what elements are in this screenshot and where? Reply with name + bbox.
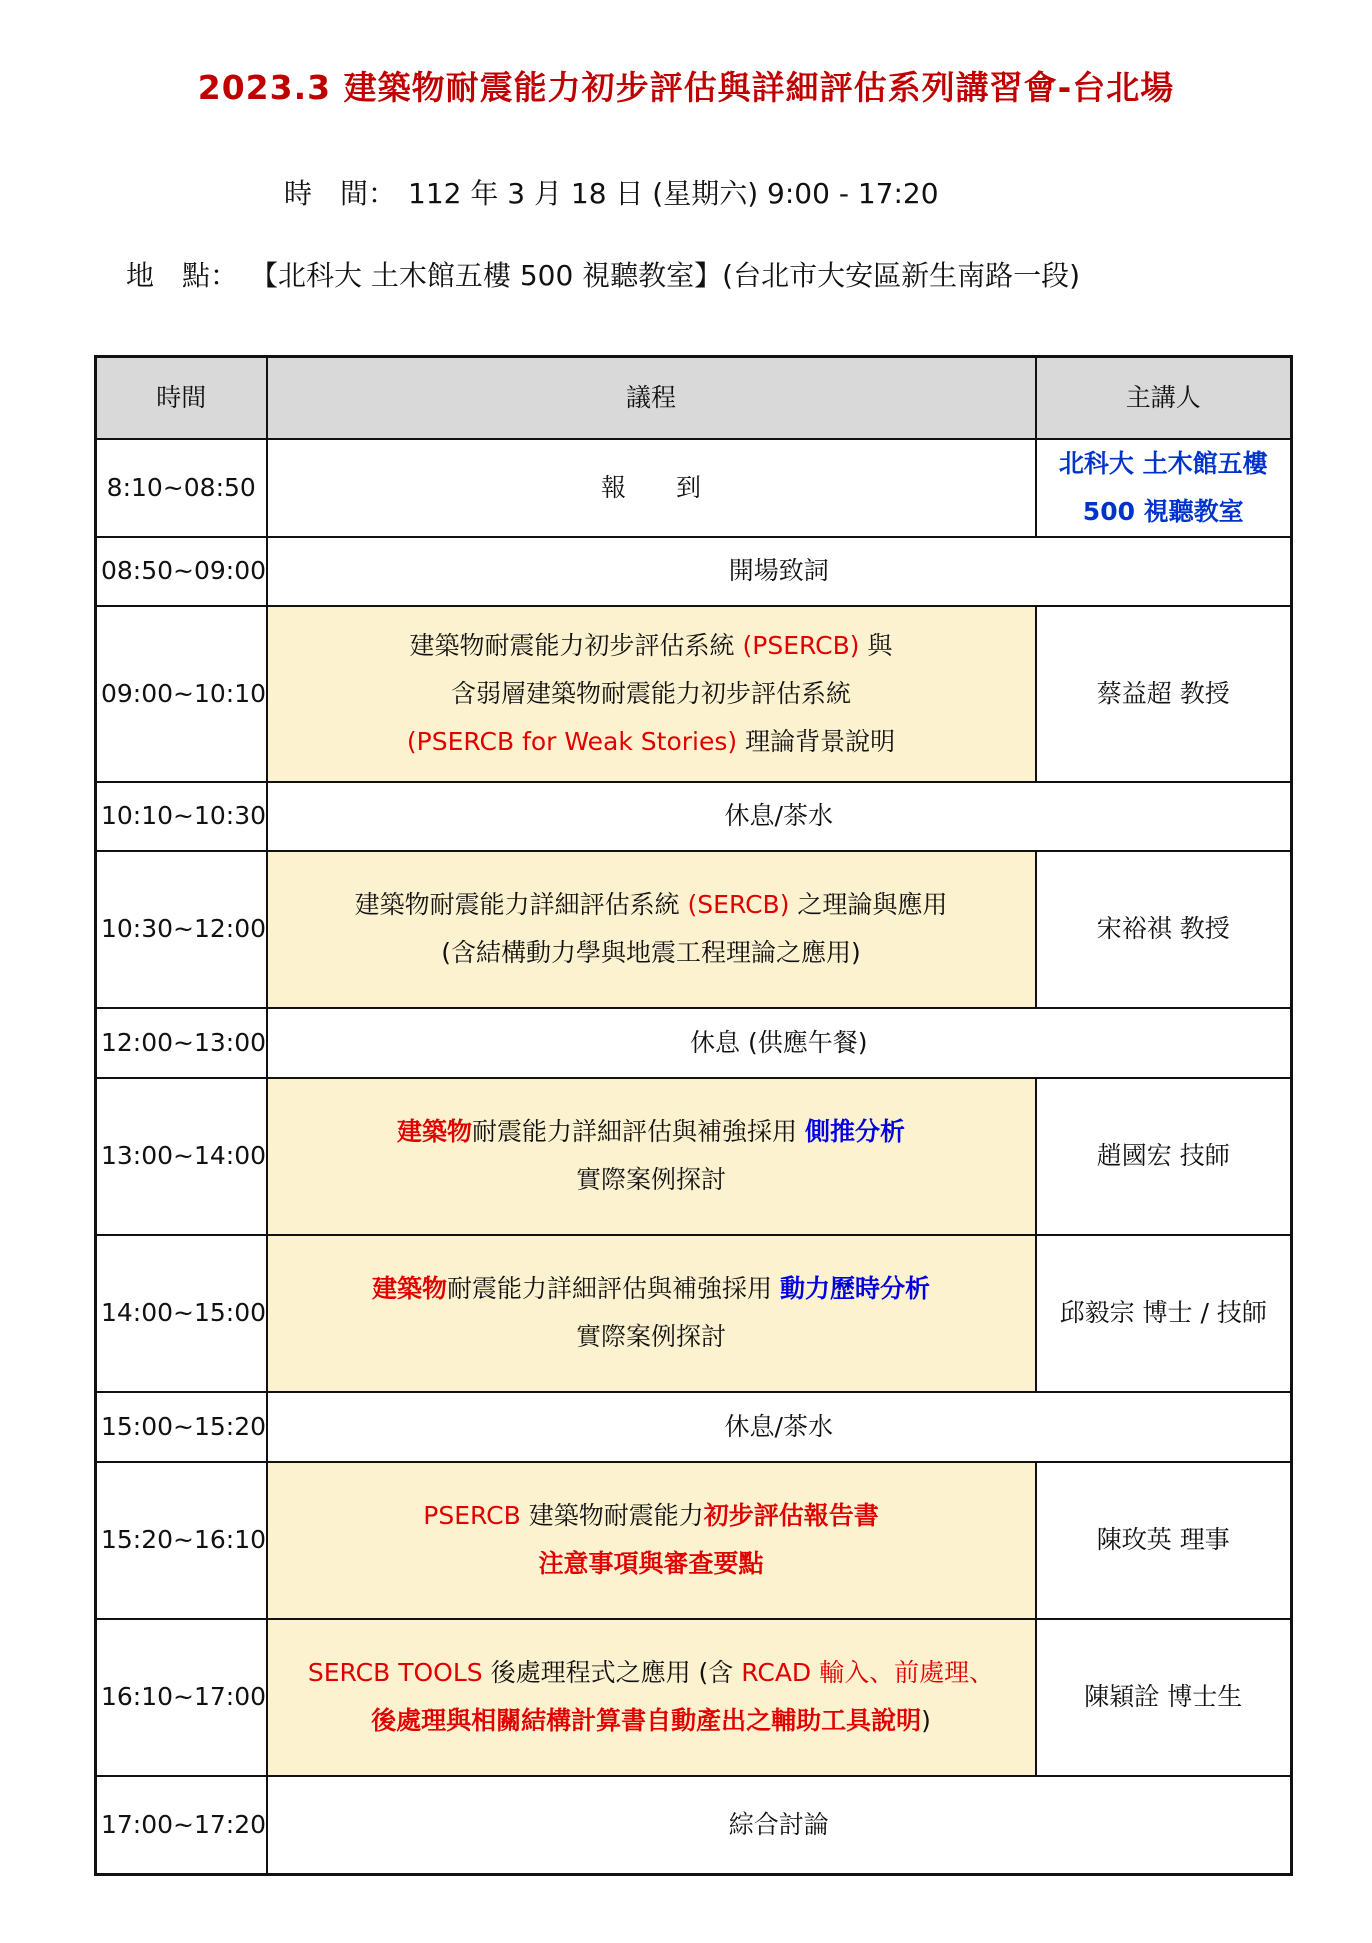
row-speaker (1036, 439, 1292, 537)
row-time: 09:00~10:10 (96, 606, 267, 782)
agenda-highlight: 後處理與相關結構計算書自動產出之輔助工具說明 (371, 1706, 922, 1735)
agenda-line (272, 1492, 1031, 1540)
row-time: 17:00~17:20 (96, 1776, 267, 1875)
agenda-text: 之理論與應用 (789, 890, 948, 919)
agenda-line (272, 718, 1031, 766)
table-row (96, 1776, 1292, 1875)
agenda-line (272, 622, 1031, 670)
row-speaker: 邱毅宗 博士 / 技師 (1036, 1235, 1292, 1392)
agenda-line (270, 1697, 1033, 1745)
row-agenda (267, 851, 1036, 1008)
row-agenda (267, 1462, 1036, 1619)
agenda-text: 耐震能力詳細評估與補強採用 (447, 1274, 780, 1303)
table-row (96, 439, 1292, 537)
row-time: 15:00~15:20 (96, 1392, 267, 1462)
agenda-line: 實際案例探討 (575, 1165, 726, 1194)
row-agenda: 休息/茶水 (267, 782, 1292, 851)
agenda-highlight: RCAD 輸入、前處理、 (741, 1658, 995, 1687)
header-time: 時間 (96, 357, 267, 439)
row-time: 10:10~10:30 (96, 782, 267, 851)
agenda-line: 注意事項與審查要點 (538, 1549, 764, 1578)
header-speaker: 主講人 (1036, 357, 1292, 439)
row-agenda (267, 1078, 1036, 1235)
row-agenda: 開場致詞 (267, 537, 1292, 606)
agenda-text: 與 (859, 630, 893, 660)
agenda-text: ) (921, 1706, 931, 1735)
row-time: 08:50~09:00 (96, 537, 267, 606)
table-row (96, 1619, 1292, 1776)
row-time: 12:00~13:00 (96, 1008, 267, 1078)
header-agenda: 議程 (267, 357, 1036, 439)
agenda-line: 含弱層建築物耐震能力初步評估系統 (450, 678, 851, 708)
row-agenda (267, 606, 1036, 782)
table-row (96, 606, 1292, 782)
agenda-text: 理論背景說明 (737, 726, 896, 756)
agenda-text: 耐震能力詳細評估與補強採用 (472, 1117, 805, 1146)
place-value: 【北科大 土木館五樓 500 視聽教室】(台北市大安區新生南路一段) (250, 259, 1081, 292)
agenda-text: 後處理程式之應用 (含 (482, 1658, 742, 1687)
row-time: 14:00~15:00 (96, 1235, 267, 1392)
agenda-line (270, 1649, 1033, 1697)
time-value: 112 年 3 月 18 日 (星期六) 9:00 - 17:20 (408, 177, 939, 210)
agenda-highlight: (PSERCB for Weak Stories) (406, 726, 738, 756)
row-agenda (267, 1619, 1036, 1776)
agenda-line: (含結構動力學與地震工程理論之應用) (441, 938, 861, 967)
agenda-highlight: (SERCB) (687, 890, 790, 919)
table-row (96, 1462, 1292, 1619)
agenda-line: 實際案例探討 (575, 1322, 726, 1351)
table-header-row (96, 357, 1292, 439)
row-speaker: 趙國宏 技師 (1036, 1078, 1292, 1235)
agenda-highlight: 動力歷時分析 (779, 1274, 930, 1303)
agenda-text: 建築物耐震能力 (520, 1501, 704, 1530)
row-speaker: 陳穎詮 博士生 (1036, 1619, 1292, 1776)
row-speaker: 蔡益超 教授 (1036, 606, 1292, 782)
row-agenda: 休息 (供應午餐) (267, 1008, 1292, 1078)
agenda-line (272, 1108, 1031, 1156)
row-time: 16:10~17:00 (96, 1619, 267, 1776)
table-row (96, 1392, 1292, 1462)
table-row (96, 1078, 1292, 1235)
row-time: 10:30~12:00 (96, 851, 267, 1008)
agenda-highlight: (PSERCB) (742, 630, 860, 660)
row-agenda: 休息/茶水 (267, 1392, 1292, 1462)
table-row (96, 1008, 1292, 1078)
table-row (96, 1235, 1292, 1392)
row-speaker: 陳玫英 理事 (1036, 1462, 1292, 1619)
agenda-table (94, 355, 1293, 1876)
agenda-highlight: 建築物 (372, 1274, 448, 1303)
row-time: 13:00~14:00 (96, 1078, 267, 1235)
agenda-highlight: PSERCB (423, 1501, 521, 1530)
agenda-text: 建築物耐震能力詳細評估系統 (354, 890, 688, 919)
row-agenda: 報 到 (267, 439, 1036, 537)
speaker-line: 500 視聽教室 (1082, 496, 1244, 526)
event-time (284, 172, 939, 212)
agenda-highlight: SERCB TOOLS (307, 1658, 483, 1687)
agenda-highlight: 初步評估報告書 (703, 1501, 879, 1530)
row-time: 8:10~08:50 (96, 439, 267, 537)
place-label: 地 點： (126, 259, 239, 292)
agenda-line (272, 1265, 1031, 1313)
agenda-text: 建築物耐震能力初步評估系統 (409, 630, 743, 660)
event-place (126, 254, 1080, 294)
table-row (96, 782, 1292, 851)
agenda-highlight: 建築物 (397, 1117, 473, 1146)
row-speaker: 宋裕祺 教授 (1036, 851, 1292, 1008)
agenda-line (272, 881, 1031, 929)
table-row (96, 537, 1292, 606)
table-row (96, 851, 1292, 1008)
row-time: 15:20~16:10 (96, 1462, 267, 1619)
row-agenda (267, 1235, 1036, 1392)
agenda-highlight: 側推分析 (804, 1117, 905, 1146)
page-title: 2023.3 建築物耐震能力初步評估與詳細評估系列講習會-台北場 (197, 68, 1175, 107)
time-label: 時 間： (284, 177, 397, 210)
row-agenda: 綜合討論 (267, 1776, 1292, 1875)
speaker-line: 北科大 土木館五樓 (1058, 448, 1268, 478)
